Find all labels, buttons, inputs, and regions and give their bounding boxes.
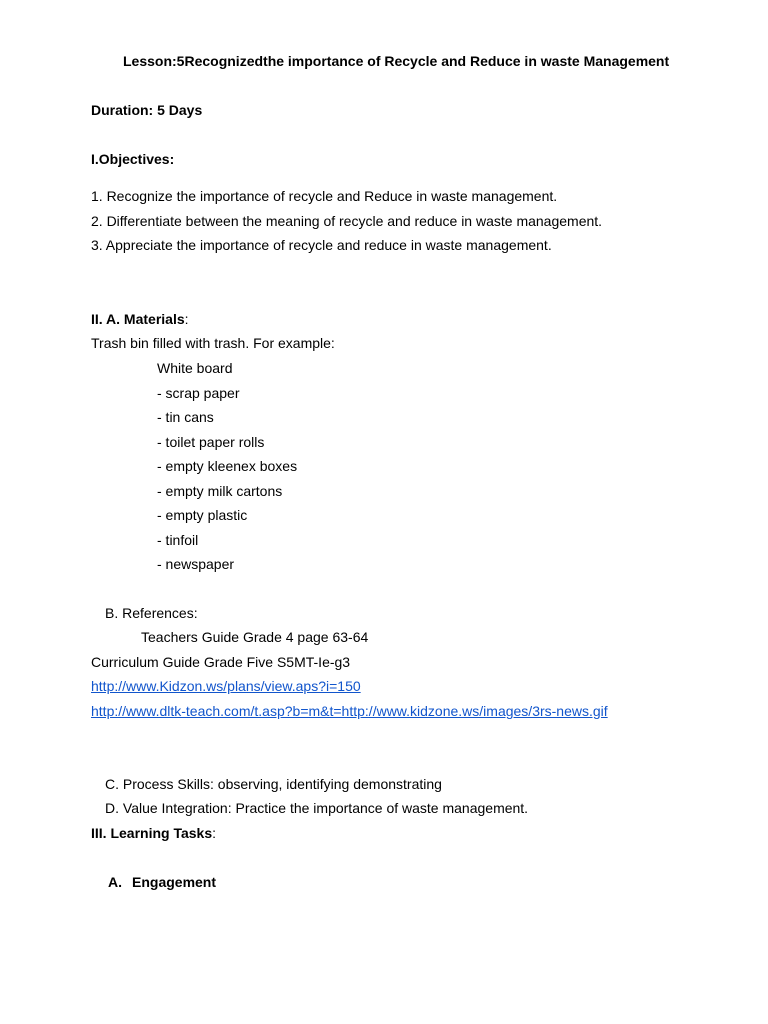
- material-item: - tinfoil: [157, 531, 199, 548]
- lesson-title: Lesson:5Recognizedthe importance of Recycle and Reduce in waste Management: [123, 53, 670, 69]
- objective-item: 2. Differentiate between the meaning of recycle and reduce in waste management.: [91, 213, 603, 229]
- material-item: - newspaper: [157, 556, 235, 572]
- learning-tasks-heading-text: III. Learning Tasks: [91, 825, 213, 841]
- engagement-heading: [108, 873, 216, 891]
- material-item: - empty milk cartons: [157, 482, 283, 499]
- material-item: White board: [157, 360, 233, 376]
- reference-item: Curriculum Guide Grade Five S5MT-Ie-g3: [91, 654, 351, 670]
- learning-tasks-heading-colon: :: [212, 825, 217, 841]
- materials-heading-text: II. A. Materials: [91, 311, 185, 327]
- materials-list: [157, 359, 297, 580]
- material-item: - empty plastic: [157, 507, 248, 523]
- engagement-letter: A.: [108, 874, 122, 890]
- objective-item: 1. Recognize the importance of recycle and Reduce in waste management.: [91, 188, 558, 204]
- materials-heading-colon: :: [184, 311, 189, 327]
- references-heading: B. References:: [105, 605, 198, 621]
- process-skills: C. Process Skills: observing, identifying demonstrating: [105, 776, 442, 792]
- material-item: - toilet paper rolls: [157, 433, 265, 450]
- engagement-label: Engagement: [132, 874, 217, 890]
- materials-heading: [91, 310, 189, 328]
- duration-label: Duration: 5 Days: [91, 102, 203, 118]
- material-item: - tin cans: [157, 409, 214, 425]
- value-integration: D. Value Integration: Practice the importance of waste management.: [105, 800, 529, 816]
- reference-link[interactable]: http://www.Kidzon.ws/plans/view.aps?i=150: [91, 678, 361, 694]
- material-item: - empty kleenex boxes: [157, 458, 298, 474]
- learning-tasks-heading: [91, 824, 216, 842]
- reference-item: Teachers Guide Grade 4 page 63-64: [141, 629, 369, 645]
- materials-intro: Trash bin filled with trash. For example:: [91, 335, 335, 351]
- objectives-heading: I.Objectives:: [91, 151, 175, 167]
- reference-link[interactable]: http://www.dltk-teach.com/t.asp?b=m&t=http://www.kidzone.ws/images/3rs-news.gif: [91, 703, 608, 719]
- material-item: - scrap paper: [157, 384, 240, 401]
- objective-item: 3. Appreciate the importance of recycle and reduce in waste management.: [91, 237, 552, 253]
